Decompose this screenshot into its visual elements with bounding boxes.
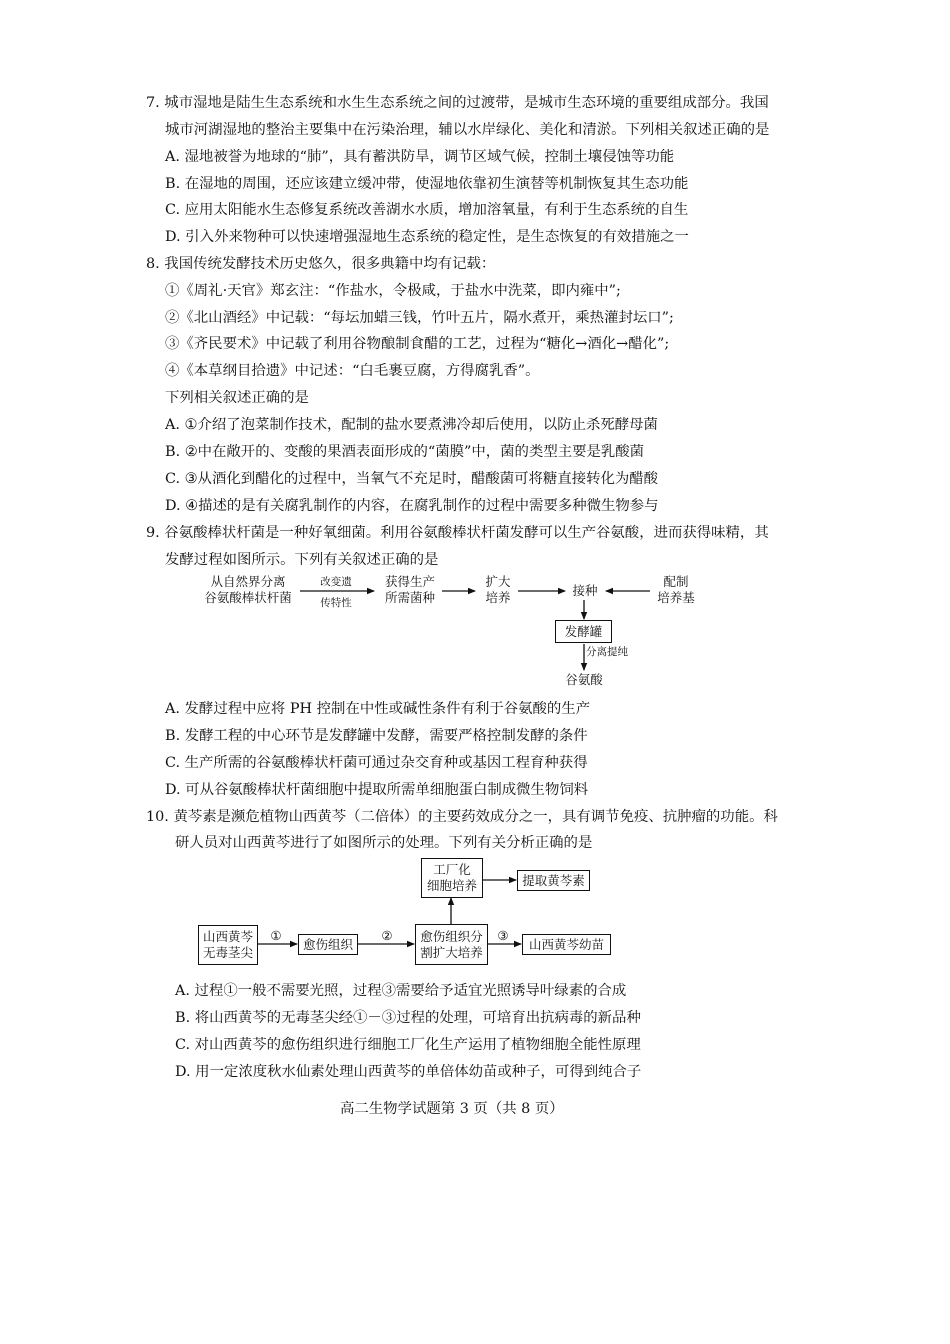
q7-option-c: C. 应用太阳能水生态修复系统改善湖水水质，增加溶氧量，有利于生态系统的自生 — [165, 202, 689, 218]
q8-option-a: A. ①介绍了泡菜制作技术，配制的盐水要煮沸冷却后使用，以防止杀死酵母菌 — [165, 417, 658, 433]
q9-node-source-line2: 谷氨酸棒状杆菌 — [204, 590, 292, 605]
q10-node-callus: 愈伤组织 — [298, 934, 358, 955]
q9-node-medium-line1: 配制 — [663, 574, 689, 589]
q7-stem-line1: 7. 城市湿地是陆生生态系统和水生生态系统之间的过渡带，是城市生态环境的重要组成部分。我国 — [146, 95, 769, 111]
q9-arrow-label-separate: 分离提纯 — [586, 646, 628, 658]
q8-record-1: ①《周礼·天官》郑玄注：“作盐水，令极咸，于盐水中洗菜，即内雍中”; — [165, 283, 621, 299]
q10-node-start-line2: 无毒茎尖 — [202, 945, 253, 960]
q9-option-c: C. 生产所需的谷氨酸棒状杆菌可通过杂交育种或基因工程育种获得 — [165, 755, 588, 771]
q10-step-3: ③ — [497, 928, 509, 943]
q10-node-factory-line1: 工厂化 — [433, 862, 471, 877]
q8-stem: 8. 我国传统发酵技术历史悠久，很多典籍中均有记载： — [146, 256, 496, 272]
q9-node-medium-line2: 培养基 — [657, 590, 695, 605]
q9-node-expand-line1: 扩大 — [485, 574, 511, 589]
q9-option-b: B. 发酵工程的中心环节是发酵罐中发酵，需要严格控制发酵的条件 — [165, 728, 588, 744]
q10-node-factory-line2: 细胞培养 — [426, 878, 477, 893]
q8-option-b: B. ②中在敞开的、变酸的果酒表面形成的“菌膜”中，菌的类型主要是乳酸菌 — [165, 444, 645, 460]
q9-node-source-line1: 从自然界分离 — [210, 574, 286, 589]
q9-node-strain-line2: 所需菌种 — [384, 590, 435, 605]
q9-node-product: 谷氨酸 — [565, 672, 603, 687]
q10-option-c: C. 对山西黄芩的愈伤组织进行细胞工厂化生产运用了植物细胞全能性原理 — [175, 1037, 641, 1053]
q10-node-start-line1: 山西黄芩 — [202, 929, 253, 944]
q10-node-expand-line1: 愈伤组织分 — [420, 928, 483, 944]
q9-node-strain-line1: 获得生产 — [384, 574, 435, 589]
page-footer: 高二生物学试题第 3 页（共 8 页） — [340, 1101, 564, 1117]
q8-question: 下列相关叙述正确的是 — [165, 390, 309, 406]
q9-arrow-label-modify-line1: 改变遗 — [320, 576, 352, 588]
q10-node-start — [198, 925, 258, 965]
q10-stem-line2: 研人员对山西黄芩进行了如图所示的处理。下列有关分析正确的是 — [175, 835, 593, 851]
q7-option-d: D. 引入外来物种可以快速增强湿地生态系统的稳定性，是生态恢复的有效措施之一 — [165, 229, 689, 245]
q9-option-a: A. 发酵过程中应将 PH 控制在中性或碱性条件有利于谷氨酸的生产 — [165, 701, 591, 717]
q8-record-4: ④《本草纲目拾遗》中记述：“白毛裹豆腐，方得腐乳香”。 — [165, 363, 540, 379]
q9-node-fermenter: 发酵罐 — [555, 620, 612, 643]
q9-node-inoculate: 接种 — [572, 583, 598, 598]
q9-stem-line2: 发酵过程如图所示。下列有关叙述正确的是 — [165, 552, 439, 568]
q9-node-expand-line2: 培养 — [485, 590, 511, 605]
q10-node-factory — [421, 858, 483, 898]
q8-record-3: ③《齐民要术》中记载了利用谷物酿制食醋的工艺，过程为“糖化→酒化→醋化”; — [165, 336, 670, 352]
q7-option-b: B. 在湿地的周围，还应该建立缓冲带，使湿地依靠初生演替等机制恢复其生态功能 — [165, 176, 689, 192]
q8-option-d: D. ④描述的是有关腐乳制作的内容，在腐乳制作的过程中需要多种微生物参与 — [165, 498, 659, 514]
q10-option-d: D. 用一定浓度秋水仙素处理山西黄芩的单倍体幼苗或种子，可得到纯合子 — [175, 1064, 642, 1080]
q10-node-expand-line2: 割扩大培养 — [420, 944, 483, 960]
q8-record-2: ②《北山酒经》中记载：“每坛加蜡三钱，竹叶五片，隔水煮开，乘热灌封坛口”; — [165, 310, 674, 326]
q10-step-1: ① — [270, 928, 282, 943]
q9-option-d: D. 可从谷氨酸棒状杆菌细胞中提取所需单细胞蛋白制成微生物饲料 — [165, 782, 589, 798]
q10-option-b: B. 将山西黄芩的无毒茎尖经①－③过程的处理，可培育出抗病毒的新品种 — [175, 1010, 641, 1026]
q10-option-a: A. 过程①一般不需要光照，过程③需要给予适宜光照诱导叶绿素的合成 — [175, 983, 627, 999]
q7-stem-line2: 城市河湖湿地的整治主要集中在污染治理，辅以水岸绿化、美化和清淤。下列相关叙述正确的是 — [165, 122, 770, 138]
q10-step-2: ② — [381, 928, 393, 943]
q10-node-extract: 提取黄芩素 — [517, 870, 590, 891]
q8-option-c: C. ③从酒化到醋化的过程中，当氧气不充足时，醋酸菌可将糖直接转化为醋酸 — [165, 471, 659, 487]
q7-option-a: A. 湿地被誉为地球的“肺”，具有蓄洪防旱，调节区域气候，控制土壤侵蚀等功能 — [165, 149, 675, 165]
q9-arrow-label-modify-line2: 传特性 — [320, 597, 352, 609]
q10-stem-line1: 10. 黄芩素是濒危植物山西黄芩（二倍体）的主要药效成分之一，具有调节免疫、抗肿瘤的功能。科 — [146, 809, 778, 825]
q10-node-expand — [415, 924, 488, 965]
q9-stem-line1: 9. 谷氨酸棒状杆菌是一种好氧细菌。利用谷氨酸棒状杆菌发酵可以生产谷氨酸，进而获得味精，其 — [146, 525, 769, 541]
q10-node-seedling: 山西黄芩幼苗 — [522, 934, 611, 955]
